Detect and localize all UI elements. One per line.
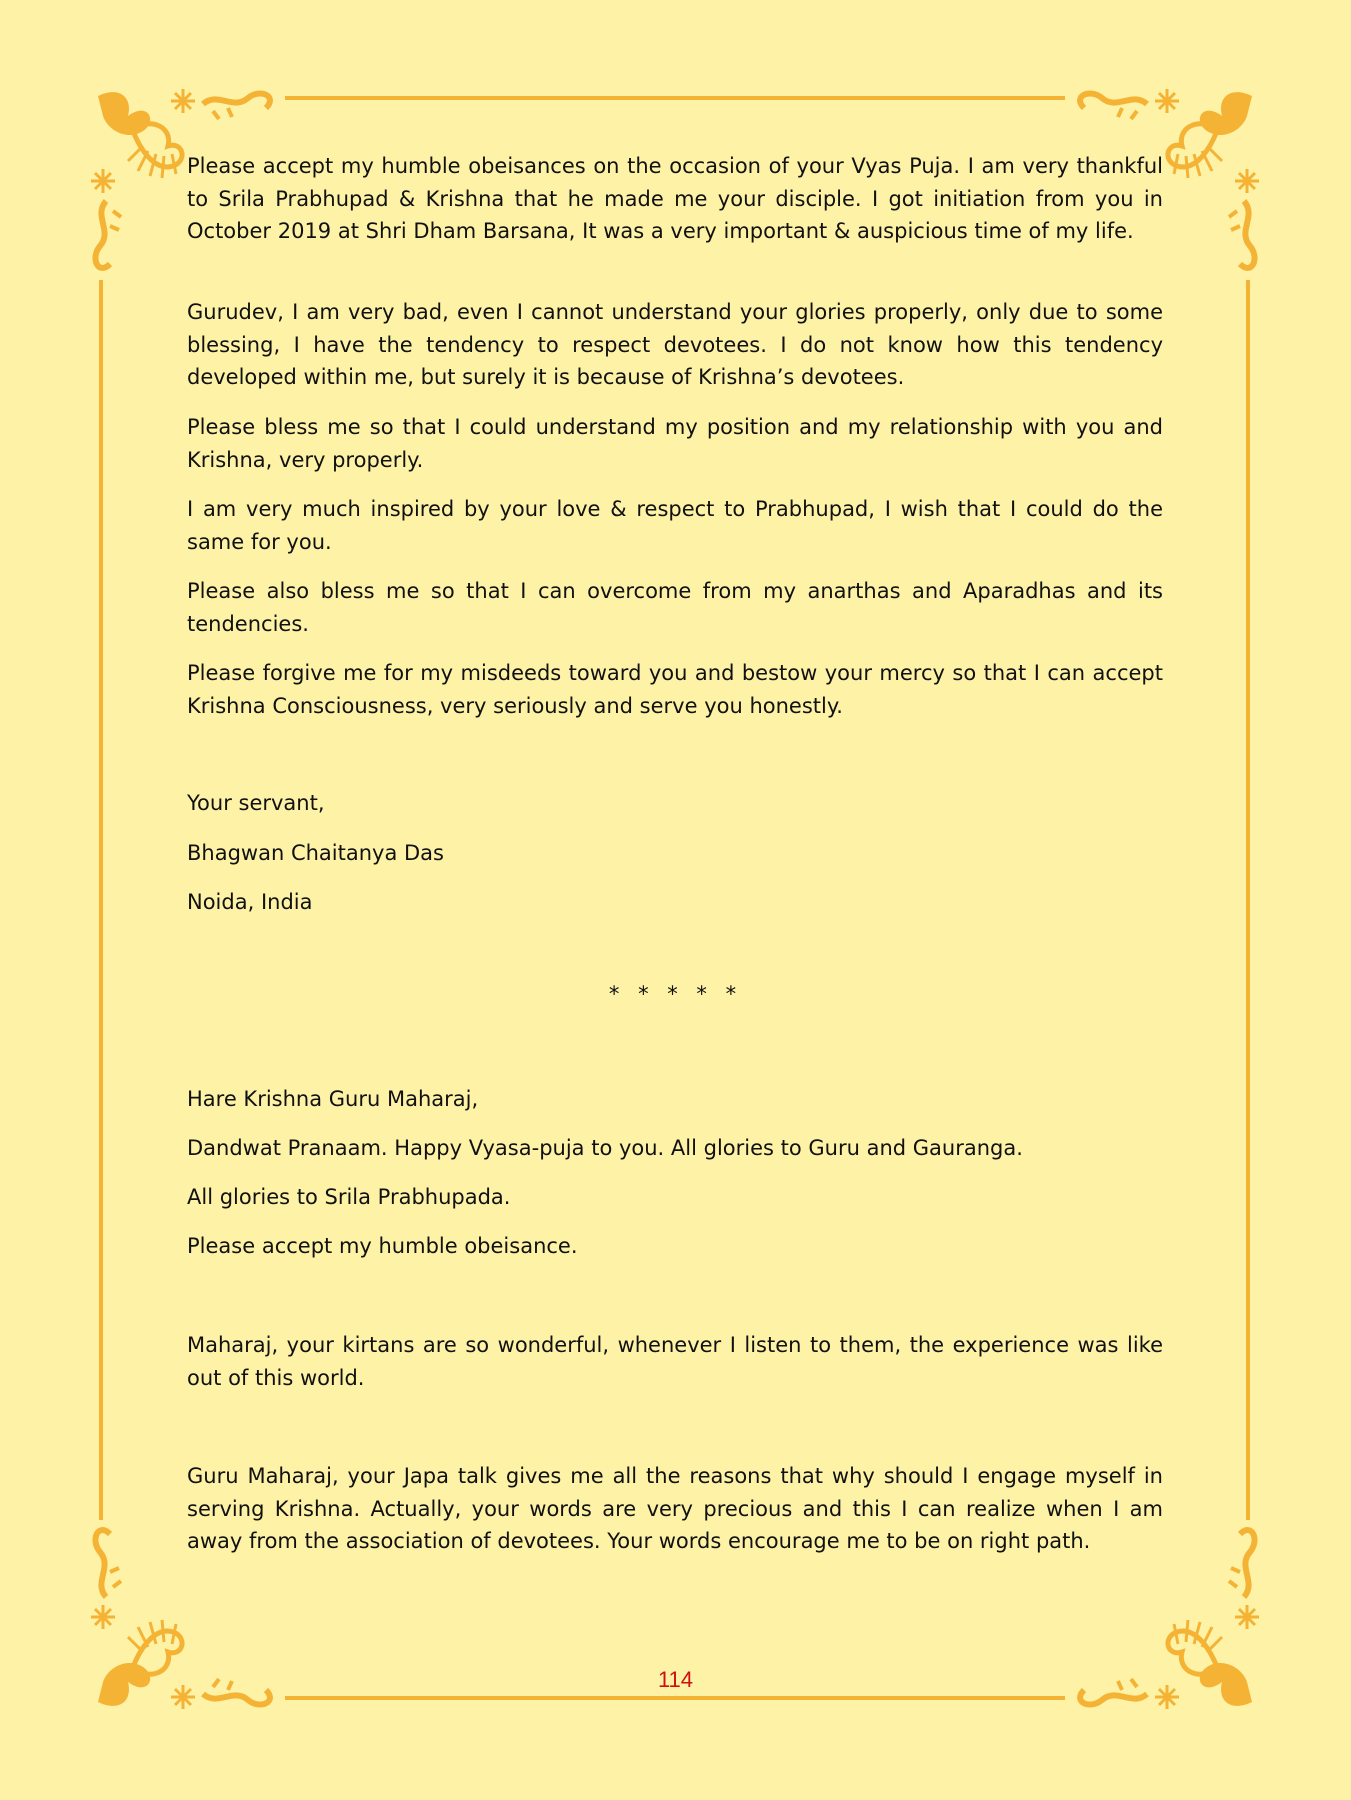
letter2-line: Dandwat Pranaam. Happy Vyasa-puja to you. All glories to Guru and Gauranga. bbox=[187, 1136, 1023, 1160]
border-top bbox=[285, 96, 1065, 100]
letter2-paragraph: Guru Maharaj, your Japa talk gives me all the reasons that why should I engage myself in serving Krishna. Actually, your words are very precious and this I can realize when I am away from the association of devotees. Your words encourage me to be on right path. bbox=[187, 1464, 1163, 1554]
border-right bbox=[1246, 280, 1250, 1520]
border-bottom bbox=[285, 1696, 1065, 1700]
letter2-line: Please accept my humble obeisance. bbox=[187, 1234, 578, 1258]
border-left bbox=[99, 280, 103, 1520]
letter1-paragraph: Please bless me so that I could understand my position and my relationship with you and Krishna, very properly. bbox=[187, 415, 1163, 472]
signature-name: Bhagwan Chaitanya Das bbox=[187, 841, 444, 865]
letter2-line: All glories to Srila Prabhupada. bbox=[187, 1185, 511, 1209]
separator: * * * * * bbox=[608, 982, 743, 1006]
signature-location: Noida, India bbox=[187, 890, 313, 914]
letter1-paragraph: I am very much inspired by your love & respect to Prabhupad, I wish that I could do the same for you. bbox=[187, 497, 1163, 554]
letter1-paragraph: Please also bless me so that I can overcome from my anarthas and Aparadhas and its tendencies. bbox=[187, 579, 1163, 636]
letter2-paragraph: Maharaj, your kirtans are so wonderful, whenever I listen to them, the experience was like out of this world. bbox=[187, 1333, 1163, 1390]
letter1-paragraph: Please accept my humble obeisances on the occasion of your Vyas Puja. I am very thankful to Srila Prabhupad & Krishna that he made me your disciple. I got initiation from you in October 2019 at Shri Dham Barsana, It was a very important & auspicious time of my life. bbox=[187, 154, 1163, 244]
letter1-paragraph: Gurudev, I am very bad, even I cannot understand your glories properly, only due to some blessing, I have the tendency to respect devotees. I do not know how this tendency developed within me, but surely it is because of Krishna’s devotees. bbox=[187, 300, 1163, 390]
closing: Your servant, bbox=[187, 791, 325, 815]
letter2-salutation: Hare Krishna Guru Maharaj, bbox=[187, 1087, 479, 1111]
letter1-paragraph: Please forgive me for my misdeeds toward you and bestow your mercy so that I can accept Krishna Consciousness, very seriously and serve you honestly. bbox=[187, 661, 1163, 718]
page-number: 114 bbox=[657, 1667, 694, 1692]
